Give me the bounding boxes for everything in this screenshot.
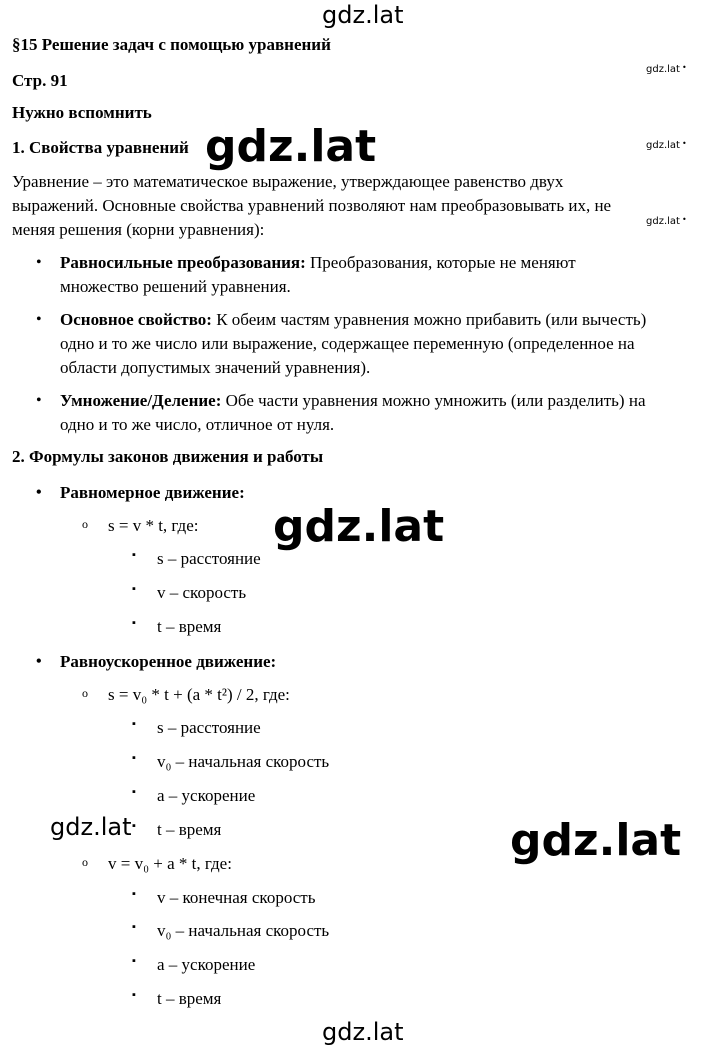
variable-item: ▪ t – время — [157, 989, 221, 1009]
list-item-main-property: • Основное свойство: К обеим частям уравнения можно прибавить (или вычесть) — [60, 309, 646, 331]
list-item-line: одно и то же число, отличное от нуля. — [60, 415, 335, 434]
variable-item: ▪ a – ускорение — [157, 955, 255, 975]
section1-heading: 1. Свойства уравнений — [12, 138, 189, 157]
watermark-tiny-1: gdz.lat • — [646, 63, 687, 75]
variable-item: ▪ v₀ – начальная скорость — [157, 752, 329, 772]
variable-item: ▪ s – расстояние — [157, 549, 261, 569]
list-item-line: одно и то же число или выражение, содержащее переменную (определенное на — [60, 334, 635, 353]
variable-item: ▪ t – время — [157, 820, 221, 840]
variable-item: ▪ a – ускорение — [157, 786, 255, 806]
section1-intro-line: меняя решения (корни уравнения): — [12, 220, 265, 239]
remember-heading: Нужно вспомнить — [12, 103, 152, 122]
watermark-tiny-2: gdz.lat • — [646, 139, 687, 151]
page-reference: Стр. 91 — [12, 71, 68, 90]
watermark-left-mid: gdz.lat — [50, 813, 132, 841]
variable-item: ▪ v – конечная скорость — [157, 888, 315, 908]
watermark-big-2: gdz.lat — [273, 501, 445, 552]
section2-heading: 2. Формулы законов движения и работы — [12, 447, 324, 466]
variable-item: ▪ v₀ – начальная скорость — [157, 921, 329, 941]
accelerated-motion-label: • Равноускоренное движение: — [60, 651, 276, 673]
accelerated-formula-2: o v = v₀ + a * t, где: — [108, 854, 232, 874]
section1-intro-line: Уравнение – это математическое выражение, утверждающее равенство двух — [12, 172, 564, 191]
list-item-line: области допустимых значений уравнения). — [60, 358, 371, 377]
accelerated-formula-1: o s = v₀ * t + (a * t²) / 2, где: — [108, 685, 290, 705]
list-item-equivalent-transforms: • Равносильные преобразования: Преобразования, которые не меняют — [60, 252, 576, 274]
uniform-motion-label: • Равномерное движение: — [60, 482, 245, 504]
list-item-multiplication: • Умножение/Деление: Обе части уравнения можно умножить (или разделить) на — [60, 390, 646, 412]
uniform-formula: o s = v * t, где: — [108, 516, 198, 536]
page-title: §15 Решение задач с помощью уравнений — [12, 35, 331, 54]
watermark-big-3: gdz.lat — [510, 815, 682, 866]
watermark-top: gdz.lat — [322, 1, 404, 29]
variable-item: ▪ t – время — [157, 617, 221, 637]
section1-intro-line: выражений. Основные свойства уравнений позволяют нам преобразовывать их, не — [12, 196, 612, 215]
list-item-line: множество решений уравнения. — [60, 277, 291, 296]
variable-item: ▪ v – скорость — [157, 583, 246, 603]
watermark-bottom: gdz.lat — [322, 1018, 404, 1046]
watermark-tiny-3: gdz.lat • — [646, 215, 687, 227]
variable-item: ▪ s – расстояние — [157, 718, 261, 738]
watermark-big-1: gdz.lat — [205, 121, 377, 172]
